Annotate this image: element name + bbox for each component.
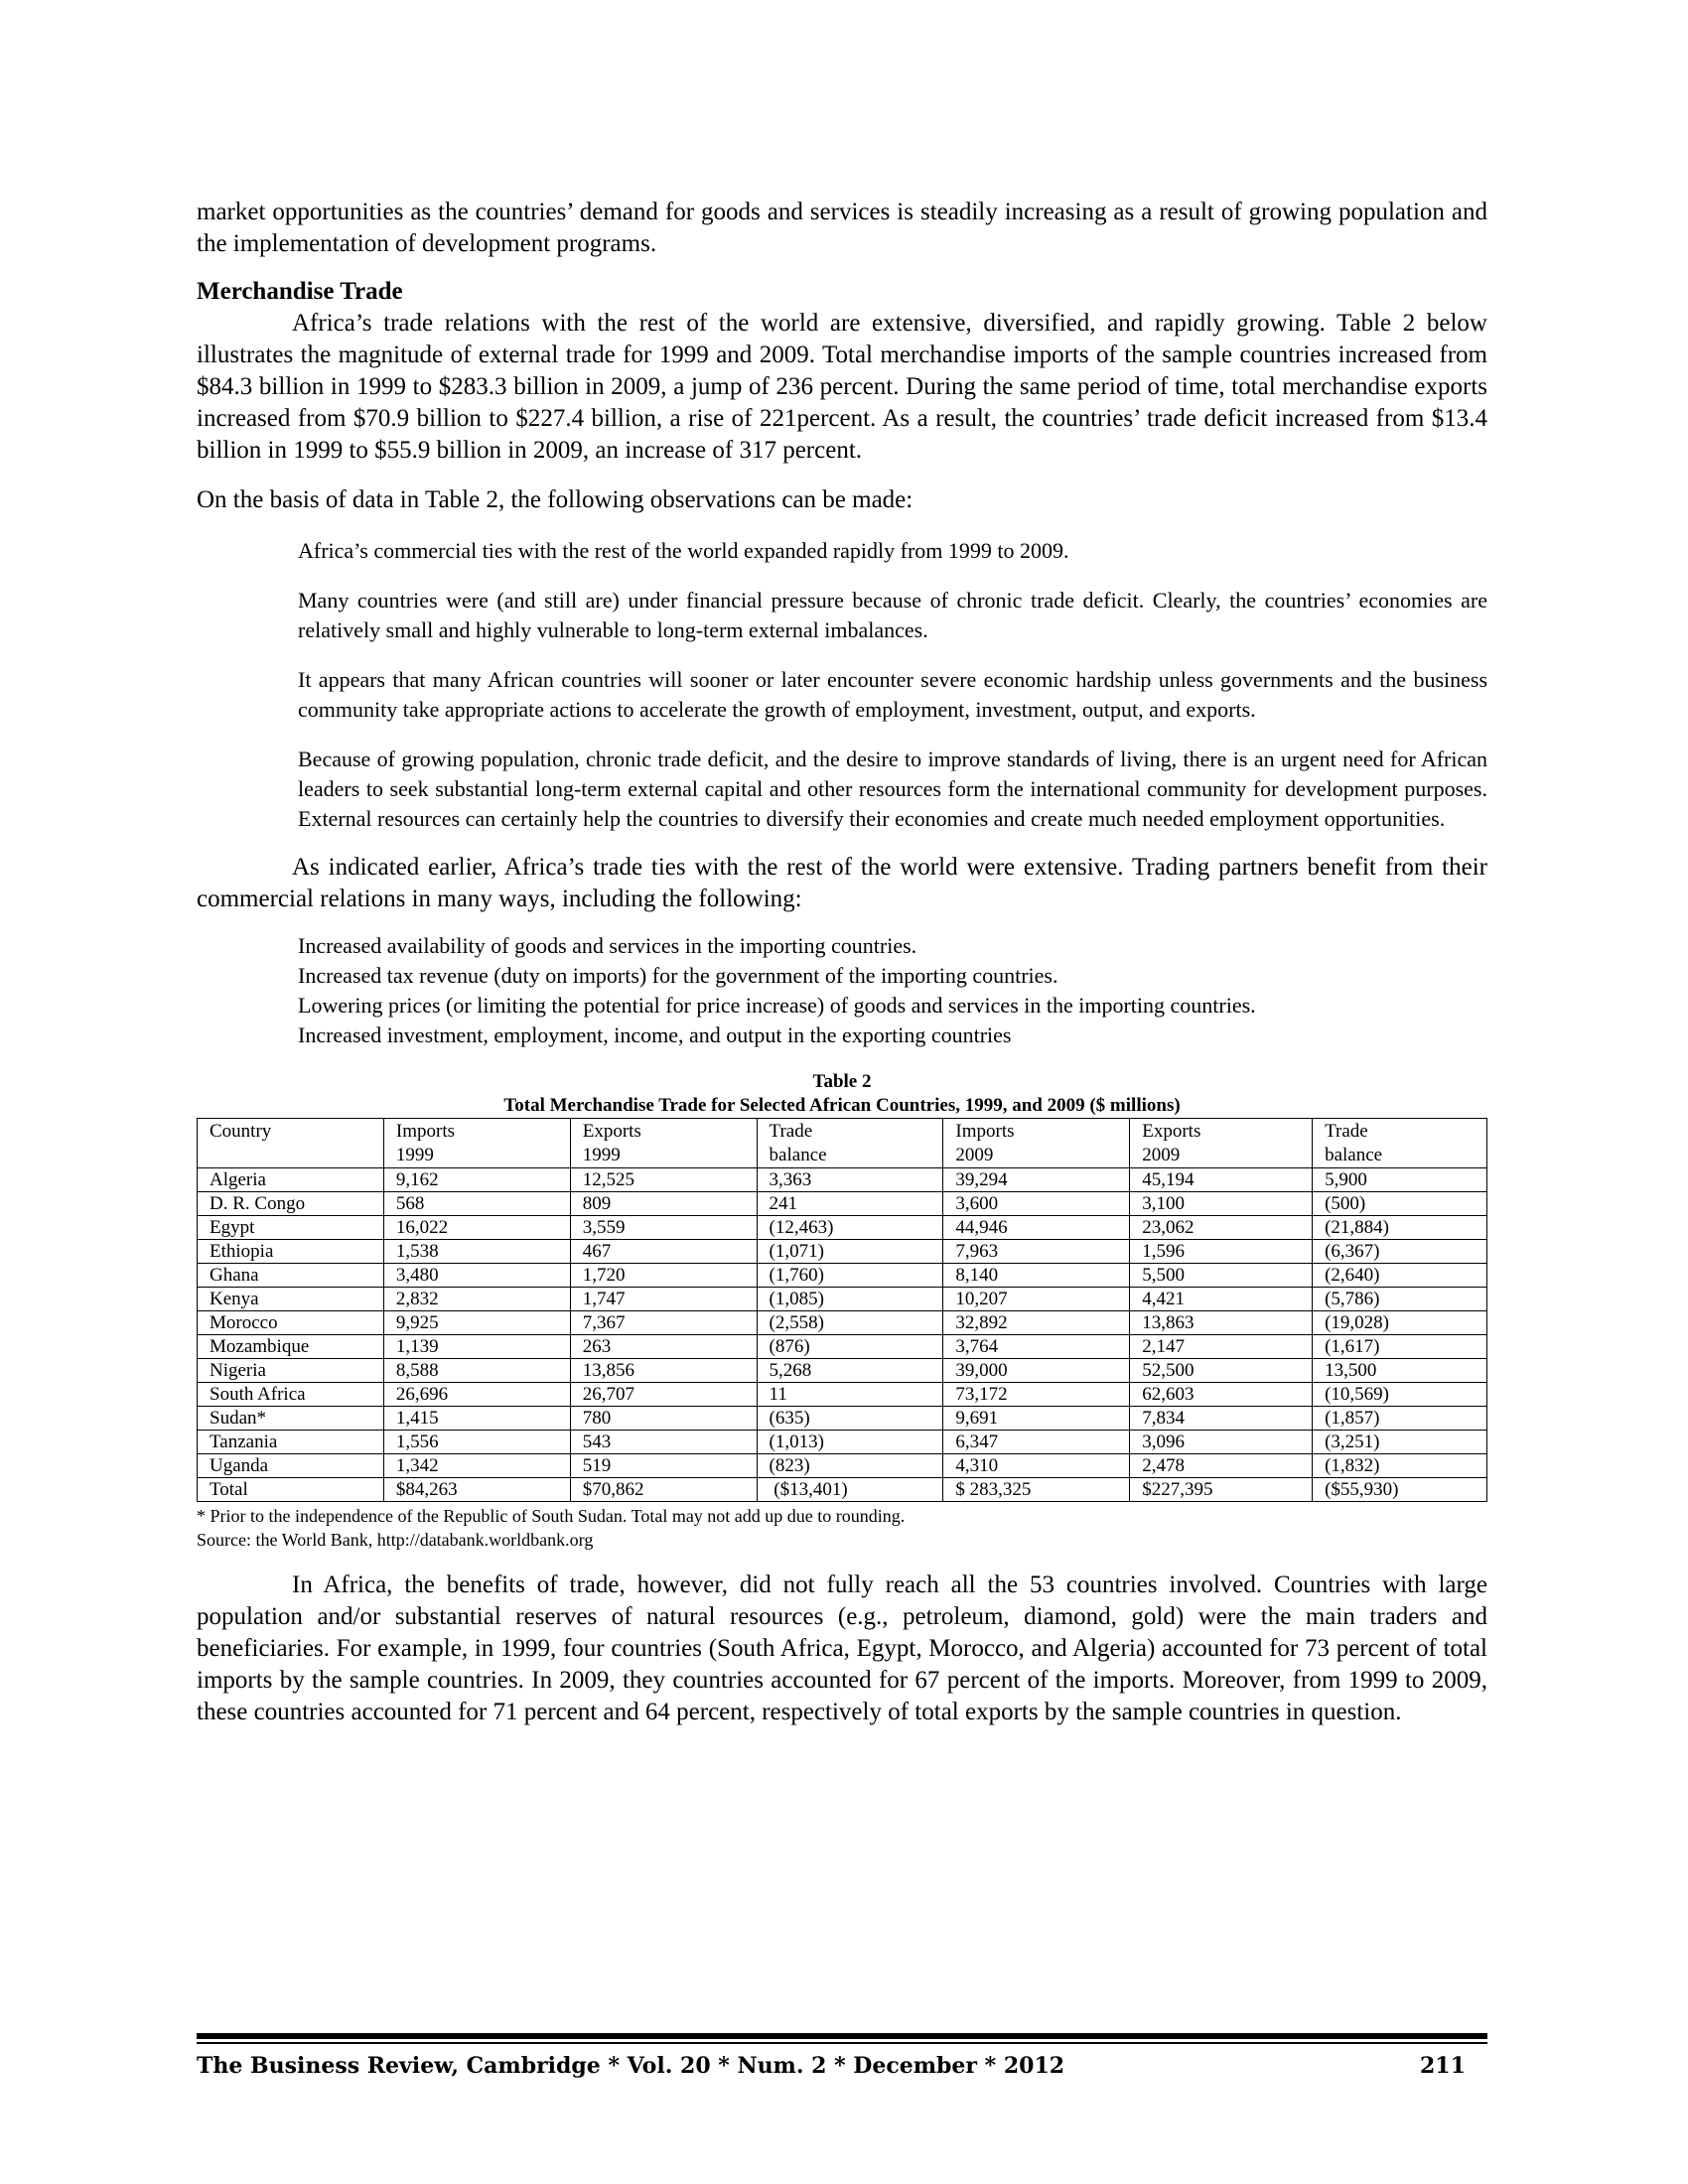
table-value-cell: 5,268 [757,1359,943,1383]
table-country-cell: Algeria [198,1168,384,1192]
table-value-cell: (19,028) [1313,1311,1487,1335]
table-value-cell: (635) [757,1407,943,1431]
observation-item: Many countries were (and still are) under financial pressure because of chronic trade deficit. Clearly, the countries’ economies are relatively small and highly vulnerable to long-term external imbalances. [298,588,1487,642]
benefit-item: Lowering prices (or limiting the potential for price increase) of goods and services in the importing countries. [298,993,1256,1018]
table-value-cell: 11 [757,1383,943,1407]
table-country-cell: Tanzania [198,1431,384,1454]
table-source: Source: the World Bank, http://databank.worldbank.org [197,1530,594,1550]
table-country-cell: South Africa [198,1383,384,1407]
table-row [198,1240,1487,1264]
table-value-cell: 39,294 [943,1168,1130,1192]
table-value-cell: (1,857) [1313,1407,1487,1431]
table-body [198,1168,1487,1502]
table-value-cell: 4,310 [943,1454,1130,1478]
table-value-cell: 73,172 [943,1383,1130,1407]
table-value-cell: 10,207 [943,1288,1130,1311]
table-value-cell: 32,892 [943,1311,1130,1335]
observations-intro: On the basis of data in Table 2, the following observations can be made: [197,486,914,513]
table-value-cell: 8,140 [943,1264,1130,1288]
table-value-cell: 2,832 [383,1288,570,1311]
table-caption [197,1070,1487,1118]
table-value-cell: 7,367 [570,1311,757,1335]
table-value-cell: 26,707 [570,1383,757,1407]
table-value-cell: (1,071) [757,1240,943,1264]
table-header-cell: Imports 1999 [383,1119,570,1168]
table-value-cell: 7,963 [943,1240,1130,1264]
observation-item: Africa’s commercial ties with the rest of the world expanded rapidly from 1999 to 2009. [298,538,1069,563]
table-country-cell: Ghana [198,1264,384,1288]
table-value-cell: 62,603 [1130,1383,1313,1407]
table-row [198,1311,1487,1335]
intro-paragraph: market opportunities as the countries’ demand for goods and services is steadily increasing as a result of growing population and the implementation of development programs. [197,199,1487,257]
table-value-cell: 1,596 [1130,1240,1313,1264]
table-value-cell: 3,100 [1130,1192,1313,1216]
table-value-cell: $ 283,325 [943,1478,1130,1502]
table-value-cell: 5,500 [1130,1264,1313,1288]
table-header-cell: Trade balance [1313,1119,1487,1168]
table-value-cell: 39,000 [943,1359,1130,1383]
table-value-cell: 1,415 [383,1407,570,1431]
table-value-cell: (1,617) [1313,1335,1487,1359]
benefit-item: Increased investment, employment, income, and output in the exporting countries [298,1023,1012,1047]
footer-page-number: 211 [1420,2053,1466,2079]
footer-journal: The Business Review, Cambridge * Vol. 20 * Num. 2 * December * 2012 [197,2053,1065,2079]
table-value-cell: 3,559 [570,1216,757,1240]
table-header-row [198,1119,1487,1168]
table-value-cell: (1,832) [1313,1454,1487,1478]
table-value-cell: 8,588 [383,1359,570,1383]
table-country-cell: Total [198,1478,384,1502]
table-value-cell: 519 [570,1454,757,1478]
table-country-cell: Morocco [198,1311,384,1335]
table-value-cell: 809 [570,1192,757,1216]
table-value-cell: (10,569) [1313,1383,1487,1407]
table-value-cell: ($55,930) [1313,1478,1487,1502]
table-value-cell: 12,525 [570,1168,757,1192]
table-value-cell: 1,720 [570,1264,757,1288]
table-country-cell: Kenya [198,1288,384,1311]
table-country-cell: Nigeria [198,1359,384,1383]
table-header-cell: Imports 2009 [943,1119,1130,1168]
table-label: Table 2 [812,1071,872,1092]
table-value-cell: (2,558) [757,1311,943,1335]
table-value-cell: (2,640) [1313,1264,1487,1288]
table-value-cell: (1,760) [757,1264,943,1288]
table-value-cell: (3,251) [1313,1431,1487,1454]
table-value-cell: 1,139 [383,1335,570,1359]
table-value-cell: 13,856 [570,1359,757,1383]
observation-item: Because of growing population, chronic trade deficit, and the desire to improve standards of living, there is an urgent need for African leaders to seek substantial long-term external capital and other resources form the international community for development purposes. External resources can certainly help the countries to diversify their economies and create much needed employment opportunities. [298,747,1487,831]
table-row [198,1335,1487,1359]
trade-paragraph: Africa’s trade relations with the rest of the world are extensive, diversified, and rapidly growing. Table 2 below illustrates the magnitude of external trade for 1999 and 2009. Total merchandise imports of the sample countries increased from $84.3 billion in 1999 to $283.3 billion in 2009, a jump of 236 percent. During the same period of time, total merchandise exports increased from $70.9 billion to $227.4 billion, a rise of 221percent. As a result, the countries’ trade deficit increased from $13.4 billion in 1999 to $55.9 billion in 2009, an increase of 317 percent. [197,310,1487,464]
table-value-cell: 1,342 [383,1454,570,1478]
table-country-cell: Uganda [198,1454,384,1478]
table-row [198,1431,1487,1454]
table-value-cell: 9,925 [383,1311,570,1335]
table-value-cell: 13,863 [1130,1311,1313,1335]
table-value-cell: 2,478 [1130,1454,1313,1478]
table-value-cell: 13,500 [1313,1359,1487,1383]
observation-item: It appears that many African countries will sooner or later encounter severe economic hardship unless governments and the business community take appropriate actions to accelerate the growth of employment, investment, output, and exports. [298,667,1487,722]
table-value-cell: 1,538 [383,1240,570,1264]
table-value-cell: 23,062 [1130,1216,1313,1240]
table-value-cell: 1,747 [570,1288,757,1311]
table-value-cell: 52,500 [1130,1359,1313,1383]
table-row [198,1383,1487,1407]
page-body [197,197,1487,1728]
table-value-cell: 3,764 [943,1335,1130,1359]
table-value-cell: 16,022 [383,1216,570,1240]
table-row [198,1264,1487,1288]
table-value-cell: 6,347 [943,1431,1130,1454]
table-row [198,1288,1487,1311]
benefit-item: Increased availability of goods and services in the importing countries. [298,933,917,958]
trade-table [197,1118,1487,1502]
table-footnote: * Prior to the independence of the Republic of South Sudan. Total may not add up due to rounding. [197,1506,906,1526]
table-value-cell: $227,395 [1130,1478,1313,1502]
table-value-cell: (500) [1313,1192,1487,1216]
table-value-cell: 263 [570,1335,757,1359]
table-value-cell: 9,162 [383,1168,570,1192]
table-value-cell: 241 [757,1192,943,1216]
table-value-cell: 7,834 [1130,1407,1313,1431]
closing-paragraph: In Africa, the benefits of trade, however, did not fully reach all the 53 countries involved. Countries with large population and/or substantial reserves of natural resources (e.g., petroleum, diamond, gold) were the main traders and beneficiaries. For example, in 1999, four countries (South Africa, Egypt, Morocco, and Algeria) accounted for 73 percent of total imports by the sample countries. In 2009, they countries accounted for 67 percent of the imports. Moreover, from 1999 to 2009, these countries accounted for 71 percent and 64 percent, respectively of total exports by the sample countries in question. [197,1571,1487,1725]
observations-list [197,536,1487,834]
table-row [198,1407,1487,1431]
table-value-cell: 543 [570,1431,757,1454]
table-value-cell: 467 [570,1240,757,1264]
table-value-cell: (1,013) [757,1431,943,1454]
table-value-cell: ($13,401) [757,1478,943,1502]
table-value-cell: 1,556 [383,1431,570,1454]
table-title: Total Merchandise Trade for Selected African Countries, 1999, and 2009 ($ millions) [503,1095,1181,1116]
table-header-cell: Trade balance [757,1119,943,1168]
table-value-cell: (12,463) [757,1216,943,1240]
benefits-list [298,931,1487,1050]
section-heading: Merchandise Trade [197,278,403,305]
table-value-cell: $70,862 [570,1478,757,1502]
table-row [198,1478,1487,1502]
table-value-cell: 44,946 [943,1216,1130,1240]
table-row [198,1168,1487,1192]
table-value-cell: 3,480 [383,1264,570,1288]
table-header-cell: Exports 1999 [570,1119,757,1168]
table-row [198,1192,1487,1216]
table-country-cell: Mozambique [198,1335,384,1359]
table-value-cell: 5,900 [1313,1168,1487,1192]
table-value-cell: (823) [757,1454,943,1478]
table-country-cell: Egypt [198,1216,384,1240]
benefits-intro: As indicated earlier, Africa’s trade ties with the rest of the world were extensive. Trading partners benefit from their commercial relations in many ways, including the following: [197,854,1487,912]
table-value-cell: 3,363 [757,1168,943,1192]
table-value-cell: (876) [757,1335,943,1359]
table-row [198,1454,1487,1478]
table-value-cell: 3,600 [943,1192,1130,1216]
table-country-cell: Ethiopia [198,1240,384,1264]
table-country-cell: Sudan* [198,1407,384,1431]
table-value-cell: 45,194 [1130,1168,1313,1192]
table-row [198,1216,1487,1240]
footer-rule [197,2033,1487,2044]
table-value-cell: 4,421 [1130,1288,1313,1311]
table-value-cell: $84,263 [383,1478,570,1502]
table-value-cell: (1,085) [757,1288,943,1311]
table-value-cell: 780 [570,1407,757,1431]
table-value-cell: (6,367) [1313,1240,1487,1264]
table-value-cell: 9,691 [943,1407,1130,1431]
table-country-cell: D. R. Congo [198,1192,384,1216]
table-header-cell: Country [198,1119,384,1168]
table-value-cell: 2,147 [1130,1335,1313,1359]
table-header-cell: Exports 2009 [1130,1119,1313,1168]
table-row [198,1359,1487,1383]
table-value-cell: (5,786) [1313,1288,1487,1311]
table-value-cell: 26,696 [383,1383,570,1407]
benefit-item: Increased tax revenue (duty on imports) for the government of the importing countries. [298,963,1058,988]
table-value-cell: 3,096 [1130,1431,1313,1454]
table-value-cell: (21,884) [1313,1216,1487,1240]
table-value-cell: 568 [383,1192,570,1216]
